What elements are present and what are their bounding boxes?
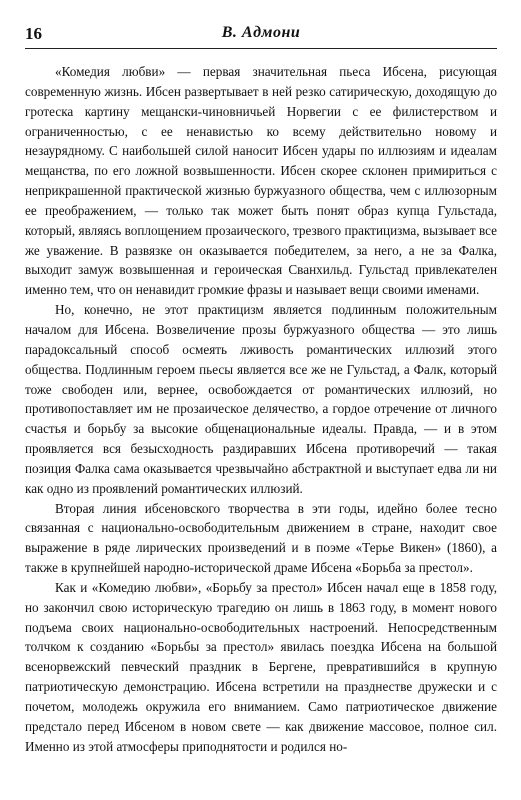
- paragraph: Но, конечно, не этот практицизм является подлинным положительным началом для Ибсена. Возвеличение прозы буржуазного общества — это лишь парадоксальный способ осмеять лживость романтических иллюзий этого общества. Подлинным героем пьесы является все же не Гульстад, а Фалк, который тоже свободен или, вернее, освобождается от романтических иллюзий, но противопоставляет им не прозаическое делячество, а гордое отречение от личного счастья и борьбу за высокие общенациональные идеалы. Правда, — и в этом проявляется вся безысходность раздиравших Ибсена противоречий — такая позиция Фалка сама оказывается чрезвычайно абстрактной и выступает едва ли ни как одно из проявлений романтических иллюзий.: [25, 302, 497, 496]
- paragraph: Вторая линия ибсеновского творчества в эти годы, идейно более тесно связанная с национально-освободительным движением в стране, находит свое выражение в ряде лирических произведений и в поэме «Терье Викен» (1860), а также в крупнейшей народно-исторической драме Ибсена «Борьба за престол».: [25, 500, 497, 576]
- header-rule: [25, 48, 497, 49]
- body-text: [25, 62, 497, 757]
- paragraph: Как и «Комедию любви», «Борьбу за престол» Ибсен начал еще в 1858 году, но закончил свою историческую трагедию он лишь в 1863 году, в момент нового подъема своих национально-освободительных настроений. Непосредственным толчком к созданию «Борьбы за престол» явилась поездка Ибсена на большой всенорвежский певческий праздник в Бергене, превратившийся в крупную патриотическую демонстрацию. Ибсена встретили на празднестве дружески и с почетом, молодежь окружила его вниманием. Само патриотическое движение предстало перед Ибсеном в новом свете — как движение массовое, полное сил. Именно из этой атмосферы приподнятости и родился но-: [25, 579, 497, 754]
- page-number: 16: [25, 24, 42, 43]
- running-title: В. Адмони: [221, 24, 301, 41]
- page-header: [25, 0, 497, 44]
- paragraph: «Комедия любви» — первая значительная пьеса Ибсена, рисующая современную жизнь. Ибсен развертывает в ней резко сатирическую, доходящую до гротеска картину мещански-чиновничьей Норвегии с ее филистерством и ограниченностью, с ее ненавистью ко всему действительно новому и незаурядному. С наибольшей силой наносит Ибсен удары по иллюзиям и идеалам мещанства, по его ложной возвышенности. Ибсен скорее склонен примириться с неприкрашенной практической жизнью буржуазного общества, чем с иллюзорным ее преображением, — только так может быть понят образ купца Гульстада, который, являясь воплощением прозаического, трезвого практицизма, вызывает все же уважение. В развязке он оказывается победителем, за него, а не за Фалка, выходит замуж возвышенная и героическая Сванхильд. Гульстад привлекателен именно тем, что он ненавидит громкие фразы и называет вещи своими именами.: [25, 64, 497, 298]
